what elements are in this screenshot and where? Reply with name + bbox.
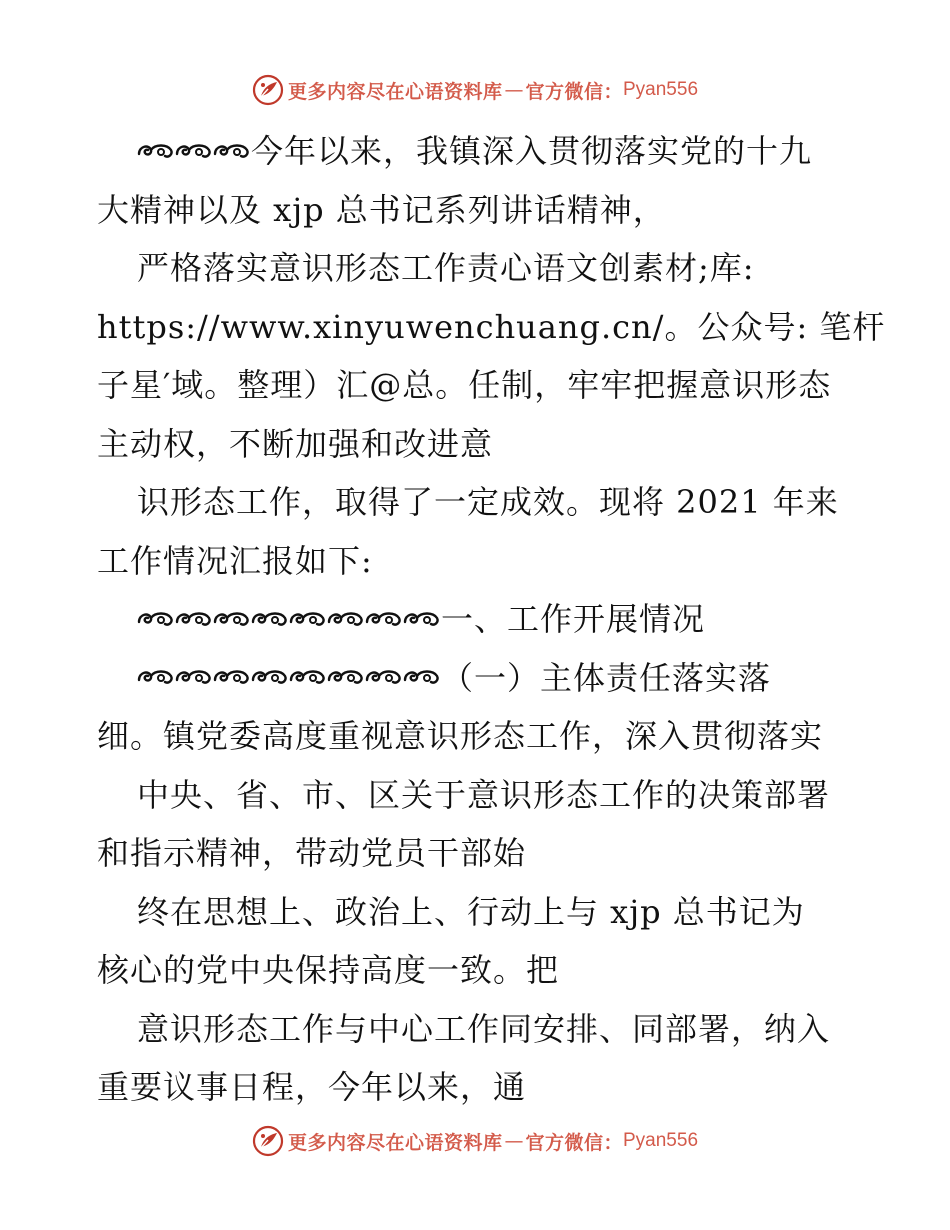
swirl-flourish-icon (365, 607, 403, 631)
text-line (97, 298, 886, 357)
text-line (97, 824, 857, 883)
text-line-content: 意识形态工作与中心工作同安排、同部署，纳入 (137, 1009, 831, 1048)
text-line (97, 766, 857, 825)
text-line-content: 重要议事日程，今年以来，通 (97, 1068, 527, 1106)
text-line (97, 532, 857, 591)
swirl-flourish-icon (137, 139, 175, 163)
text-line-content: 细。镇党委高度重视意识形态工作，深入贯彻落实 (97, 717, 824, 755)
swirl-flourish-icon (365, 665, 403, 689)
swirl-flourish-icon (137, 607, 175, 631)
document-body (97, 122, 886, 1117)
text-line (97, 707, 857, 766)
text-line (97, 883, 857, 942)
text-line (97, 122, 857, 181)
swirl-flourish-icon (327, 607, 365, 631)
swirl-flourish-icon (251, 607, 289, 631)
banner-wechat-label: 官方微信： (525, 80, 623, 103)
text-line (97, 181, 857, 240)
swirl-flourish-icon (175, 665, 213, 689)
banner-wechat-id: Pyan556 (623, 1130, 699, 1151)
text-line (97, 415, 857, 474)
banner-separator: — (504, 79, 524, 101)
text-line-content: https://www.xinyuwenchuang.cn/。公众号: 笔杆 (97, 307, 886, 346)
text-line-content: 核心的党中央保持高度一致。把 (97, 951, 560, 989)
swirl-flourish-icon (327, 665, 365, 689)
text-line (97, 941, 857, 1000)
swirl-flourish-icon (137, 665, 175, 689)
text-line-content: 识形态工作，取得了一定成效。现将 2021 年来 (137, 483, 839, 521)
swirl-flourish-icon (213, 665, 251, 689)
text-line-content: 大精神以及 xjp 总书记系列讲话精神， (97, 190, 666, 229)
text-line (97, 473, 857, 532)
text-line-content: 终在思想上、政治上、行动上与 xjp 总书记为 (137, 892, 805, 931)
text-line (97, 649, 857, 708)
text-line-content: 和指示精神，带动党员干部始 (97, 834, 527, 872)
swirl-flourish-icon (289, 607, 327, 631)
swirl-flourish-icon (403, 665, 441, 689)
footer-banner (0, 1121, 950, 1161)
text-line-content: 工作情况汇报如下: (97, 541, 373, 580)
text-line-content: （一）主体责任落实落 (441, 658, 772, 697)
banner-wechat-id: Pyan556 (623, 79, 699, 100)
seal-logo-icon (252, 74, 284, 106)
text-line (97, 1000, 857, 1059)
banner-wechat-label: 官方微信： (525, 1131, 623, 1154)
text-line-content: 一、工作开展情况 (441, 600, 706, 638)
swirl-flourish-icon (175, 607, 213, 631)
swirl-flourish-icon (213, 607, 251, 631)
text-line-content: 严格落实意识形态工作责心语文创素材;库: (137, 249, 755, 287)
text-line (97, 239, 857, 298)
banner-title: 更多内容尽在心语资料库 (287, 1131, 503, 1154)
text-line-content: 主动权，不断加强和改进意 (97, 424, 494, 463)
swirl-flourish-icon (403, 607, 441, 631)
text-line-content: 子星′域。整理）汇@总。任制，牢牢把握意识形态 (97, 366, 832, 404)
text-line (97, 356, 857, 415)
header-banner (0, 70, 950, 110)
swirl-flourish-icon (289, 665, 327, 689)
swirl-flourish-icon (251, 665, 289, 689)
text-line-content: 今年以来，我镇深入贯彻落实党的十九 (251, 132, 813, 170)
swirl-flourish-icon (213, 139, 251, 163)
text-line (97, 1058, 857, 1117)
seal-logo-icon (252, 1125, 284, 1157)
banner-separator: — (504, 1130, 524, 1152)
text-line-content: 中央、省、市、区关于意识形态工作的决策部署 (137, 775, 831, 814)
banner-title: 更多内容尽在心语资料库 (287, 80, 503, 103)
text-line (97, 590, 857, 649)
swirl-flourish-icon (175, 139, 213, 163)
